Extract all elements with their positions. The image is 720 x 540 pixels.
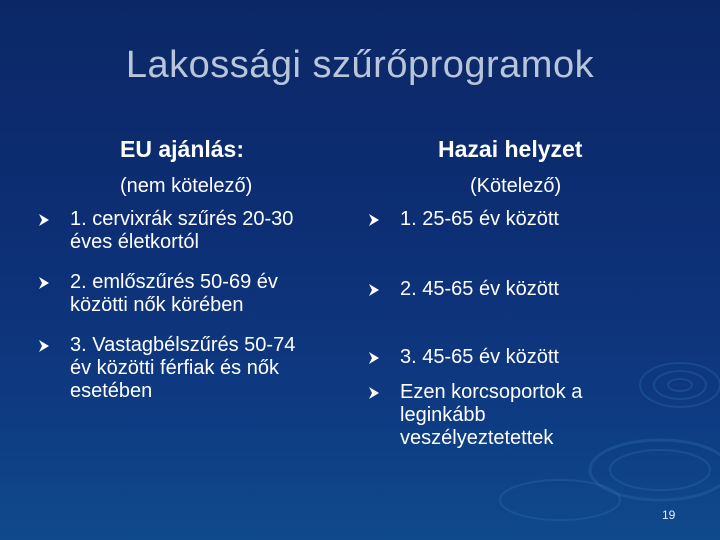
right-column-subheading: (Kötelező) — [470, 175, 562, 197]
page-number: 19 — [662, 508, 676, 522]
left-column-subheading: (nem kötelező) — [120, 175, 253, 197]
arrowhead-bullet-icon — [368, 283, 380, 297]
list-item: 3. Vastagbélszűrés 50-74 év közötti férfiak és nők esetében — [70, 334, 295, 403]
list-item: 1. cervixrák szűrés 20-30 éves életkortól — [70, 208, 293, 254]
list-item: 2. emlőszűrés 50-69 év közötti nők körében — [70, 271, 278, 317]
slide-title: Lakossági szűrőprogramok — [125, 44, 595, 86]
arrowhead-bullet-icon — [368, 213, 380, 227]
list-item: 3. 45-65 év között — [400, 346, 559, 369]
arrowhead-bullet-icon — [38, 276, 50, 290]
arrowhead-bullet-icon — [38, 213, 50, 227]
arrowhead-bullet-icon — [368, 386, 380, 400]
arrowhead-bullet-icon — [368, 351, 380, 365]
list-item: Ezen korcsoportok a leginkább veszélyeztetettek — [400, 381, 582, 450]
right-column-heading: Hazai helyzet — [438, 136, 583, 162]
list-item: 1. 25-65 év között — [400, 208, 559, 231]
left-column-heading: EU ajánlás: — [120, 136, 244, 162]
list-item: 2. 45-65 év között — [400, 278, 559, 301]
arrowhead-bullet-icon — [38, 339, 50, 353]
